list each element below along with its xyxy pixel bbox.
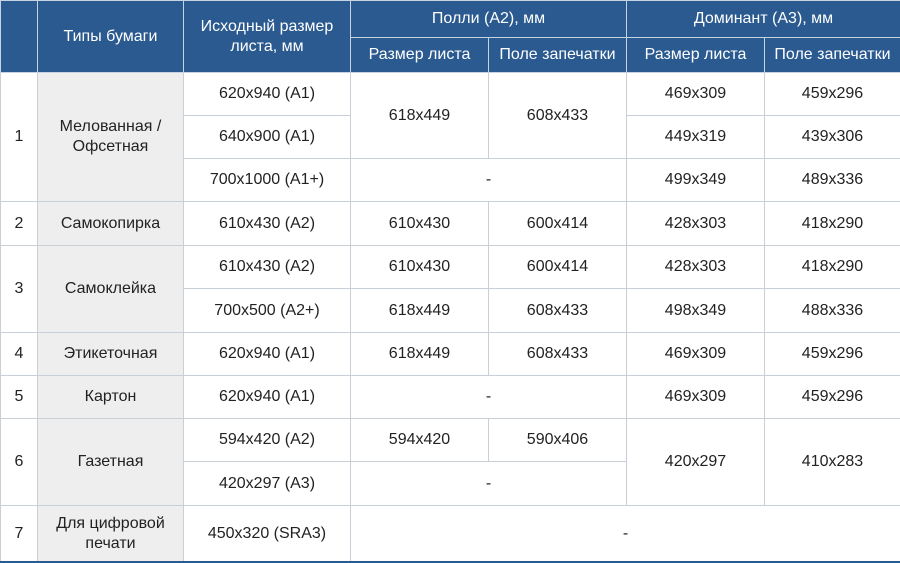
- polli-sheet-cell: 610x430: [351, 246, 489, 289]
- dominant-print-cell: 418x290: [765, 246, 900, 289]
- source-size-cell: 610x430 (A2): [184, 246, 351, 289]
- dominant-sheet-cell: 469x309: [627, 376, 765, 419]
- row-number: 2: [1, 202, 38, 246]
- dominant-sheet-cell: 428x303: [627, 246, 765, 289]
- table-row: [1, 333, 900, 376]
- polli-sheet-cell: 594x420: [351, 419, 489, 462]
- header-dominant: Доминант (А3), мм: [627, 1, 900, 38]
- polli-sheet-cell: 618x449: [351, 73, 489, 159]
- row-number: 6: [1, 419, 38, 506]
- polli-print-cell: 600x414: [489, 202, 627, 246]
- polli-empty-cell: -: [351, 376, 627, 419]
- dominant-print-cell: 489x336: [765, 159, 900, 202]
- paper-type-cell: Самоклейка: [38, 246, 184, 333]
- table-row: [1, 246, 900, 289]
- paper-type-cell: Для цифровой печати: [38, 506, 184, 563]
- row-number: 3: [1, 246, 38, 333]
- dominant-print-cell: 418x290: [765, 202, 900, 246]
- header-polli-print-area: Поле запечатки: [489, 38, 627, 73]
- source-size-cell: 420x297 (A3): [184, 462, 351, 506]
- row-number: 4: [1, 333, 38, 376]
- header-polli: Полли (А2), мм: [351, 1, 627, 38]
- dominant-sheet-cell: 498x349: [627, 289, 765, 333]
- polli-print-cell: 608x433: [489, 73, 627, 159]
- source-size-cell: 610x430 (A2): [184, 202, 351, 246]
- source-size-cell: 620x940 (A1): [184, 73, 351, 116]
- polli-empty-cell: -: [351, 462, 627, 506]
- paper-type-cell: Самокопирка: [38, 202, 184, 246]
- source-size-cell: 450x320 (SRA3): [184, 506, 351, 563]
- dominant-print-cell: 410x283: [765, 419, 900, 506]
- dominant-sheet-cell: 469x309: [627, 333, 765, 376]
- row-number: 5: [1, 376, 38, 419]
- source-size-cell: 640x900 (A1): [184, 116, 351, 159]
- source-size-cell: 700x500 (A2+): [184, 289, 351, 333]
- table-row: [1, 419, 900, 462]
- table-row: [1, 376, 900, 419]
- paper-type-cell: Картон: [38, 376, 184, 419]
- dominant-print-cell: 459x296: [765, 376, 900, 419]
- polli-sheet-cell: 618x449: [351, 289, 489, 333]
- source-size-cell: 700x1000 (A1+): [184, 159, 351, 202]
- row-number: 1: [1, 73, 38, 202]
- source-size-cell: 620x940 (A1): [184, 333, 351, 376]
- paper-type-cell: Газетная: [38, 419, 184, 506]
- dominant-print-cell: 459x296: [765, 73, 900, 116]
- dominant-print-cell: 439x306: [765, 116, 900, 159]
- dominant-print-cell: 488x336: [765, 289, 900, 333]
- dominant-sheet-cell: 428x303: [627, 202, 765, 246]
- table-row: [1, 73, 900, 116]
- polli-empty-cell: -: [351, 159, 627, 202]
- polli-print-cell: 590x406: [489, 419, 627, 462]
- paper-type-cell: Этикеточная: [38, 333, 184, 376]
- header-polli-sheet-size: Размер листа: [351, 38, 489, 73]
- paper-type-cell: Мелованная / Офсетная: [38, 73, 184, 202]
- polli-print-cell: 608x433: [489, 289, 627, 333]
- source-size-cell: 620x940 (A1): [184, 376, 351, 419]
- header-dominant-sheet-size: Размер листа: [627, 38, 765, 73]
- polli-print-cell: 608x433: [489, 333, 627, 376]
- header-source-size: Исходный размер листа, мм: [184, 1, 351, 73]
- header-paper-type: Типы бумаги: [38, 1, 184, 73]
- header-dominant-print-area: Поле запечатки: [765, 38, 900, 73]
- polli-sheet-cell: 618x449: [351, 333, 489, 376]
- dominant-sheet-cell: 420x297: [627, 419, 765, 506]
- table-row: [1, 202, 900, 246]
- header-row-top: [1, 1, 900, 38]
- dominant-print-cell: 459x296: [765, 333, 900, 376]
- dominant-sheet-cell: 469x309: [627, 73, 765, 116]
- polli-sheet-cell: 610x430: [351, 202, 489, 246]
- dominant-sheet-cell: 449x319: [627, 116, 765, 159]
- row-number: 7: [1, 506, 38, 563]
- polli-print-cell: 600x414: [489, 246, 627, 289]
- empty-cell: -: [351, 506, 900, 563]
- source-size-cell: 594x420 (A2): [184, 419, 351, 462]
- header-number: [1, 1, 38, 73]
- dominant-sheet-cell: 499x349: [627, 159, 765, 202]
- table-row: [1, 506, 900, 563]
